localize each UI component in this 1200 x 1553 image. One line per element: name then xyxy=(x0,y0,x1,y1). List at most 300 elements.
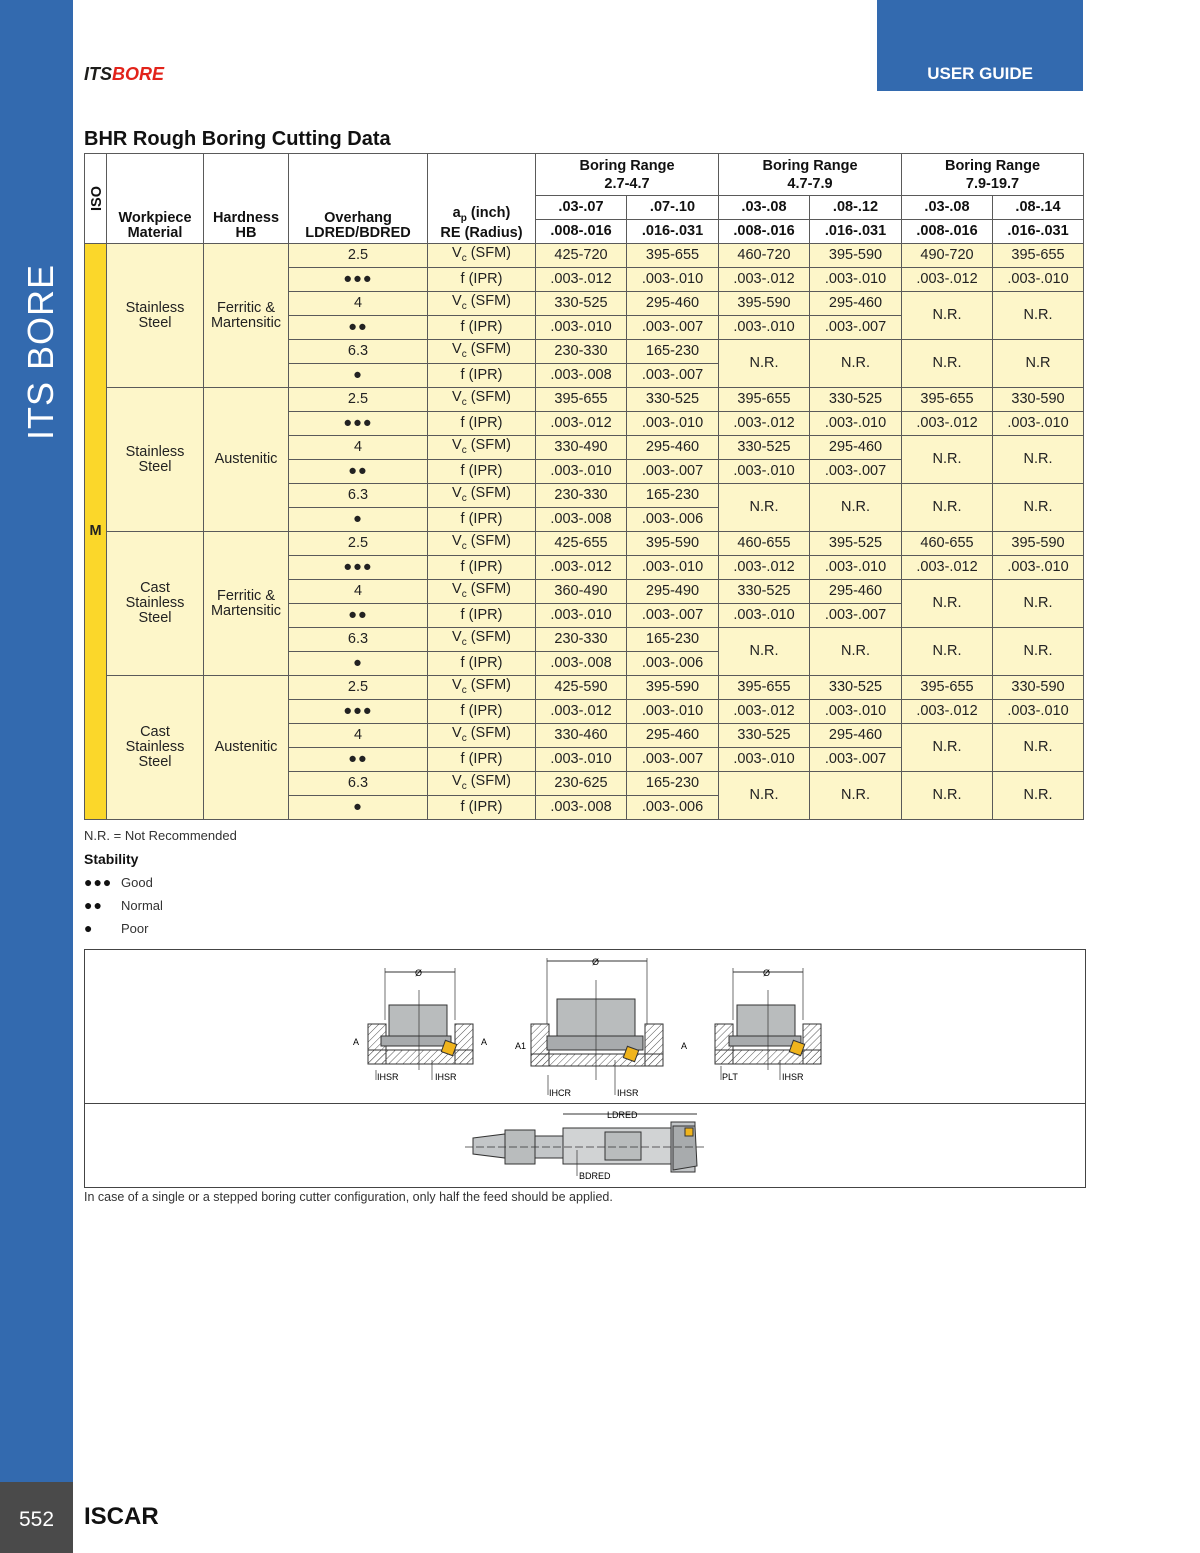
ap-unit: (inch) xyxy=(466,205,511,222)
f-value: .003-.010 xyxy=(719,460,810,484)
ap-header xyxy=(428,206,535,226)
vc-label xyxy=(428,340,536,364)
f-value: .003-.010 xyxy=(719,748,810,772)
f-value: .003-.012 xyxy=(902,700,993,724)
table-row xyxy=(85,676,1084,700)
vc-symbol: V xyxy=(452,628,462,645)
vc-value: 295-460 xyxy=(810,580,902,604)
vc-symbol: V xyxy=(452,436,462,453)
stability-label: Poor xyxy=(121,921,149,936)
f-label: f (IPR) xyxy=(428,412,536,436)
overhang-value: 2.5 xyxy=(289,388,428,412)
stability-normal xyxy=(84,897,163,913)
vc-symbol: V xyxy=(452,388,462,405)
hardness-cell: Austenitic xyxy=(204,676,289,820)
f-value: .003-.007 xyxy=(627,604,719,628)
vc-label xyxy=(428,532,536,556)
f-value: .003-.012 xyxy=(536,700,627,724)
vc-subscript: c xyxy=(461,396,467,408)
stability-title: Stability xyxy=(84,851,139,867)
vc-subscript: c xyxy=(461,348,467,360)
vc-value: 330-525 xyxy=(719,724,810,748)
stability-poor xyxy=(84,920,148,936)
bdred-label: BDRED xyxy=(579,1171,611,1181)
overhang-header xyxy=(289,154,428,244)
f-value: .003-.010 xyxy=(993,268,1084,292)
insert-label: IHSR xyxy=(617,1088,639,1098)
side-title xyxy=(20,240,60,440)
insert-label: IHSR xyxy=(782,1072,804,1082)
vc-value: 165-230 xyxy=(627,340,719,364)
f-value: .003-.010 xyxy=(627,700,719,724)
vc-unit: (SFM) xyxy=(466,628,511,645)
f-value: .003-.010 xyxy=(993,556,1084,580)
a-label: A xyxy=(353,1037,360,1047)
stability-dots: ●●● xyxy=(289,556,428,580)
vc-value: 460-655 xyxy=(719,532,810,556)
diagram-ihsr-ihsr xyxy=(353,968,487,1082)
f-label: f (IPR) xyxy=(428,796,536,820)
f-label: f (IPR) xyxy=(428,748,536,772)
stability-dots: ●●● xyxy=(289,412,428,436)
itsbore-logo xyxy=(84,64,164,85)
overhang-value: 4 xyxy=(289,292,428,316)
boring-range-header xyxy=(536,154,719,196)
f-label: f (IPR) xyxy=(428,508,536,532)
f-value: .003-.010 xyxy=(627,412,719,436)
not-recommended-cell: N.R. xyxy=(993,724,1084,772)
re-value-header: .016-.031 xyxy=(627,220,719,244)
vc-value: 330-460 xyxy=(536,724,627,748)
vc-value: 165-230 xyxy=(627,772,719,796)
vc-value: 230-330 xyxy=(536,484,627,508)
table-body xyxy=(85,244,1084,820)
ap-symbol: a xyxy=(452,205,461,222)
vc-value: 395-590 xyxy=(627,532,719,556)
ap-value-header: .08-.14 xyxy=(993,196,1084,220)
vc-value: 330-525 xyxy=(810,388,902,412)
f-value: .003-.010 xyxy=(536,604,627,628)
vc-unit: (SFM) xyxy=(466,724,511,741)
ap-value-header: .08-.12 xyxy=(810,196,902,220)
f-value: .003-.012 xyxy=(719,700,810,724)
vc-subscript: c xyxy=(461,780,467,792)
vc-symbol: V xyxy=(452,340,462,357)
f-value: .003-.008 xyxy=(536,364,627,388)
overhang-value: 6.3 xyxy=(289,772,428,796)
f-label: f (IPR) xyxy=(428,460,536,484)
stability-dots: ● xyxy=(84,920,94,936)
table-row xyxy=(85,532,1084,556)
vc-label xyxy=(428,676,536,700)
vc-label xyxy=(428,292,536,316)
f-value: .003-.007 xyxy=(810,460,902,484)
vc-value: 295-460 xyxy=(627,436,719,460)
overhang-value: 2.5 xyxy=(289,532,428,556)
f-value: .003-.006 xyxy=(627,652,719,676)
vc-symbol: V xyxy=(452,724,462,741)
not-recommended-cell: N.R. xyxy=(902,772,993,820)
not-recommended-cell: N.R. xyxy=(993,436,1084,484)
f-value: .003-.010 xyxy=(719,316,810,340)
material-cell: Stainless Steel xyxy=(107,388,204,532)
ap-value-header: .03-.07 xyxy=(536,196,627,220)
f-value: .003-.010 xyxy=(810,412,902,436)
f-value: .003-.007 xyxy=(627,748,719,772)
vc-value: 395-655 xyxy=(719,388,810,412)
vc-label xyxy=(428,484,536,508)
vc-value: 330-525 xyxy=(810,676,902,700)
vc-subscript: c xyxy=(461,684,467,696)
f-value: .003-.010 xyxy=(810,700,902,724)
f-label: f (IPR) xyxy=(428,700,536,724)
vc-symbol: V xyxy=(452,772,462,789)
not-recommended-cell: N.R. xyxy=(810,484,902,532)
vc-value: 460-720 xyxy=(719,244,810,268)
not-recommended-cell: N.R. xyxy=(993,580,1084,628)
hardness-header-text: Hardness HB xyxy=(212,210,280,241)
overhang-value: 2.5 xyxy=(289,676,428,700)
f-value: .003-.010 xyxy=(719,604,810,628)
re-header: RE (Radius) xyxy=(440,225,523,241)
vc-value: 165-230 xyxy=(627,484,719,508)
f-label: f (IPR) xyxy=(428,604,536,628)
vc-label xyxy=(428,772,536,796)
page-number: 552 xyxy=(18,1508,55,1531)
stability-dots: ● xyxy=(289,796,428,820)
vc-unit: (SFM) xyxy=(466,436,511,453)
vc-value: 295-460 xyxy=(810,436,902,460)
vc-symbol: V xyxy=(452,484,462,501)
not-recommended-cell: N.R. xyxy=(810,340,902,388)
ap-value-header: .03-.08 xyxy=(902,196,993,220)
hardness-header xyxy=(204,154,289,244)
vc-value: 425-655 xyxy=(536,532,627,556)
boring-range-value: 7.9-19.7 xyxy=(965,175,1020,192)
page-title: BHR Rough Boring Cutting Data xyxy=(84,128,391,150)
not-recommended-cell: N.R. xyxy=(719,772,810,820)
iso-header xyxy=(85,154,107,244)
stability-dots: ●● xyxy=(289,460,428,484)
stability-dots: ●● xyxy=(84,897,103,913)
a-label: A xyxy=(481,1037,488,1047)
f-value: .003-.010 xyxy=(810,268,902,292)
not-recommended-cell: N.R. xyxy=(902,436,993,484)
f-value: .003-.007 xyxy=(810,316,902,340)
ldred-label: LDRED xyxy=(607,1110,638,1120)
overhang-value: 6.3 xyxy=(289,340,428,364)
f-value: .003-.012 xyxy=(719,556,810,580)
vc-value: 425-720 xyxy=(536,244,627,268)
f-value: .003-.012 xyxy=(536,268,627,292)
not-recommended-cell: N.R. xyxy=(902,340,993,388)
vc-unit: (SFM) xyxy=(466,484,511,501)
stability-dots: ●● xyxy=(289,316,428,340)
not-recommended-cell: N.R. xyxy=(902,292,993,340)
vc-unit: (SFM) xyxy=(466,388,511,405)
f-value: .003-.010 xyxy=(993,412,1084,436)
vc-value: 165-230 xyxy=(627,628,719,652)
vc-label xyxy=(428,628,536,652)
not-recommended-cell: N.R. xyxy=(902,484,993,532)
f-value: .003-.006 xyxy=(627,508,719,532)
vc-symbol: V xyxy=(452,676,462,693)
not-recommended-cell: N.R. xyxy=(810,628,902,676)
vc-unit: (SFM) xyxy=(466,580,511,597)
f-value: .003-.012 xyxy=(902,268,993,292)
f-value: .003-.012 xyxy=(536,412,627,436)
table-head xyxy=(85,154,1084,244)
not-recommended-cell: N.R. xyxy=(993,772,1084,820)
not-recommended-cell: N.R. xyxy=(902,724,993,772)
f-value: .003-.010 xyxy=(810,556,902,580)
f-label: f (IPR) xyxy=(428,364,536,388)
a-label: A xyxy=(681,1041,688,1051)
vc-subscript: c xyxy=(461,636,467,648)
figure-divider xyxy=(85,1103,1085,1104)
vc-value: 230-330 xyxy=(536,340,627,364)
not-recommended-cell: N.R xyxy=(993,340,1084,388)
vc-label xyxy=(428,388,536,412)
boring-range-title: Boring Range xyxy=(944,157,1041,174)
vc-value: 295-490 xyxy=(627,580,719,604)
insert-label: PLT xyxy=(722,1072,738,1082)
vc-unit: (SFM) xyxy=(466,676,511,693)
vc-symbol: V xyxy=(452,244,462,261)
overhang-value: 6.3 xyxy=(289,628,428,652)
diagram-ihcr-ihsr xyxy=(515,957,687,1098)
vc-value: 395-525 xyxy=(810,532,902,556)
f-value: .003-.008 xyxy=(536,796,627,820)
stability-dots: ●● xyxy=(289,604,428,628)
vc-value: 295-460 xyxy=(810,292,902,316)
vc-value: 330-525 xyxy=(719,436,810,460)
insert-label: IHCR xyxy=(549,1088,571,1098)
f-value: .003-.007 xyxy=(810,604,902,628)
overhang-value: 4 xyxy=(289,436,428,460)
re-value-header: .016-.031 xyxy=(993,220,1084,244)
boring-range-header xyxy=(902,154,1084,196)
stability-label: Normal xyxy=(121,898,163,913)
stability-label: Good xyxy=(121,875,153,890)
re-value-header: .016-.031 xyxy=(810,220,902,244)
diameter-label: Ø xyxy=(592,957,600,967)
vc-value: 295-460 xyxy=(627,292,719,316)
figure-note: In case of a single or a stepped boring cutter configuration, only half the feed should be applied. xyxy=(84,1190,613,1204)
vc-subscript: c xyxy=(461,732,467,744)
vc-value: 230-330 xyxy=(536,628,627,652)
insert-label: IHSR xyxy=(435,1072,457,1082)
vc-value: 330-525 xyxy=(627,388,719,412)
stability-dots: ●●● xyxy=(289,268,428,292)
f-label: f (IPR) xyxy=(428,556,536,580)
f-value: .003-.010 xyxy=(627,556,719,580)
f-value: .003-.007 xyxy=(627,316,719,340)
cutting-data-table xyxy=(84,153,1084,820)
overhang-value: 2.5 xyxy=(289,244,428,268)
vc-unit: (SFM) xyxy=(466,292,511,309)
f-value: .003-.012 xyxy=(536,556,627,580)
boring-range-title: Boring Range xyxy=(579,157,675,174)
boring-range-header xyxy=(719,154,902,196)
vc-value: 395-590 xyxy=(719,292,810,316)
stability-dots: ●●● xyxy=(289,700,428,724)
boring-range-title: Boring Range xyxy=(762,157,858,174)
f-value: .003-.008 xyxy=(536,508,627,532)
overhang-value: 6.3 xyxy=(289,484,428,508)
f-value: .003-.008 xyxy=(536,652,627,676)
ap-value-header: .07-.10 xyxy=(627,196,719,220)
vc-value: 395-590 xyxy=(627,676,719,700)
not-recommended-cell: N.R. xyxy=(810,772,902,820)
material-cell: Cast Stainless Steel xyxy=(107,532,204,676)
vc-value: 295-460 xyxy=(810,724,902,748)
a1-label: A1 xyxy=(515,1041,527,1051)
not-recommended-cell: N.R. xyxy=(993,292,1084,340)
f-value: .003-.007 xyxy=(627,364,719,388)
f-value: .003-.007 xyxy=(627,460,719,484)
vc-value: 330-525 xyxy=(719,580,810,604)
vc-value: 460-655 xyxy=(902,532,993,556)
side-title-text: ITS BORE xyxy=(20,263,61,440)
stability-dots: ● xyxy=(289,652,428,676)
vc-unit: (SFM) xyxy=(466,772,511,789)
vc-label xyxy=(428,436,536,460)
vc-subscript: c xyxy=(461,444,467,456)
vc-value: 395-655 xyxy=(902,388,993,412)
vc-subscript: c xyxy=(461,492,467,504)
f-value: .003-.006 xyxy=(627,796,719,820)
not-recommended-cell: N.R. xyxy=(902,628,993,676)
material-cell: Stainless Steel xyxy=(107,244,204,388)
overhang-value: 4 xyxy=(289,724,428,748)
f-value: .003-.012 xyxy=(719,412,810,436)
logo-part-bore: BORE xyxy=(112,64,165,84)
f-label: f (IPR) xyxy=(428,316,536,340)
table-row xyxy=(85,244,1084,268)
hardness-cell: Ferritic & Martensitic xyxy=(204,532,289,676)
ap-subscript: p xyxy=(460,213,467,224)
hardness-cell: Austenitic xyxy=(204,388,289,532)
hardness-cell: Ferritic & Martensitic xyxy=(204,244,289,388)
vc-value: 230-625 xyxy=(536,772,627,796)
workpiece-header xyxy=(107,154,204,244)
vc-value: 295-460 xyxy=(627,724,719,748)
user-guide-label: USER GUIDE xyxy=(927,64,1033,83)
tool-assembly-diagram xyxy=(465,1110,705,1181)
footer-brand: ISCAR xyxy=(84,1503,159,1530)
vc-value: 395-590 xyxy=(810,244,902,268)
vc-subscript: c xyxy=(461,540,467,552)
not-recommended-cell: N.R. xyxy=(902,580,993,628)
vc-label xyxy=(428,244,536,268)
vc-value: 330-590 xyxy=(993,676,1084,700)
insert-label: IHSR xyxy=(377,1072,399,1082)
vc-subscript: c xyxy=(461,300,467,312)
re-value-header: .008-.016 xyxy=(902,220,993,244)
vc-unit: (SFM) xyxy=(466,244,511,261)
vc-value: 330-525 xyxy=(536,292,627,316)
side-band xyxy=(0,0,73,1553)
stability-dots: ● xyxy=(289,508,428,532)
ap-value-header: .03-.08 xyxy=(719,196,810,220)
f-label: f (IPR) xyxy=(428,268,536,292)
vc-value: 360-490 xyxy=(536,580,627,604)
not-recommended-cell: N.R. xyxy=(993,484,1084,532)
figure-box xyxy=(84,949,1086,1188)
vc-value: 425-590 xyxy=(536,676,627,700)
not-recommended-cell: N.R. xyxy=(993,628,1084,676)
boring-range-value: 4.7-7.9 xyxy=(787,175,833,192)
re-value-header: .008-.016 xyxy=(536,220,627,244)
stability-dots: ● xyxy=(289,364,428,388)
f-label: f (IPR) xyxy=(428,652,536,676)
nr-note: N.R. = Not Recommended xyxy=(84,828,237,843)
vc-unit: (SFM) xyxy=(466,340,511,357)
f-value: .003-.010 xyxy=(627,268,719,292)
vc-symbol: V xyxy=(452,292,462,309)
vc-value: 490-720 xyxy=(902,244,993,268)
vc-symbol: V xyxy=(452,532,462,549)
vc-value: 395-655 xyxy=(536,388,627,412)
overhang-value: 4 xyxy=(289,580,428,604)
f-value: .003-.012 xyxy=(719,268,810,292)
not-recommended-cell: N.R. xyxy=(719,628,810,676)
vc-subscript: c xyxy=(461,252,467,264)
table-row xyxy=(85,388,1084,412)
f-value: .003-.010 xyxy=(993,700,1084,724)
vc-value: 395-655 xyxy=(719,676,810,700)
vc-label xyxy=(428,724,536,748)
vc-value: 395-590 xyxy=(993,532,1084,556)
header-row-ranges xyxy=(85,154,1084,196)
stability-dots: ●●● xyxy=(84,874,113,890)
f-value: .003-.010 xyxy=(536,316,627,340)
vc-unit: (SFM) xyxy=(466,532,511,549)
vc-value: 330-490 xyxy=(536,436,627,460)
diameter-label: Ø xyxy=(763,968,771,978)
vc-value: 395-655 xyxy=(627,244,719,268)
ap-re-header xyxy=(428,154,536,244)
f-value: .003-.010 xyxy=(536,460,627,484)
vc-subscript: c xyxy=(461,588,467,600)
boring-range-value: 2.7-4.7 xyxy=(604,175,650,192)
diagram-plt-ihsr xyxy=(715,968,821,1082)
f-value: .003-.012 xyxy=(902,556,993,580)
f-value: .003-.012 xyxy=(902,412,993,436)
iso-group-cell: M xyxy=(85,244,107,820)
not-recommended-cell: N.R. xyxy=(719,484,810,532)
f-value: .003-.010 xyxy=(536,748,627,772)
not-recommended-cell: N.R. xyxy=(719,340,810,388)
re-value-header: .008-.016 xyxy=(719,220,810,244)
stability-good xyxy=(84,874,153,890)
vc-value: 330-590 xyxy=(993,388,1084,412)
workpiece-header-text: Workpiece Material xyxy=(118,210,192,241)
stability-dots: ●● xyxy=(289,748,428,772)
vc-value: 395-655 xyxy=(902,676,993,700)
vc-symbol: V xyxy=(452,580,462,597)
boring-diagrams xyxy=(85,950,1085,1187)
f-value: .003-.007 xyxy=(810,748,902,772)
vc-value: 395-655 xyxy=(993,244,1084,268)
diameter-label: Ø xyxy=(415,968,423,978)
logo-part-its: ITS xyxy=(84,64,113,84)
vc-label xyxy=(428,580,536,604)
material-cell: Cast Stainless Steel xyxy=(107,676,204,820)
iso-header-text: ISO xyxy=(88,186,105,211)
overhang-header-text: Overhang LDRED/BDRED xyxy=(305,210,411,241)
